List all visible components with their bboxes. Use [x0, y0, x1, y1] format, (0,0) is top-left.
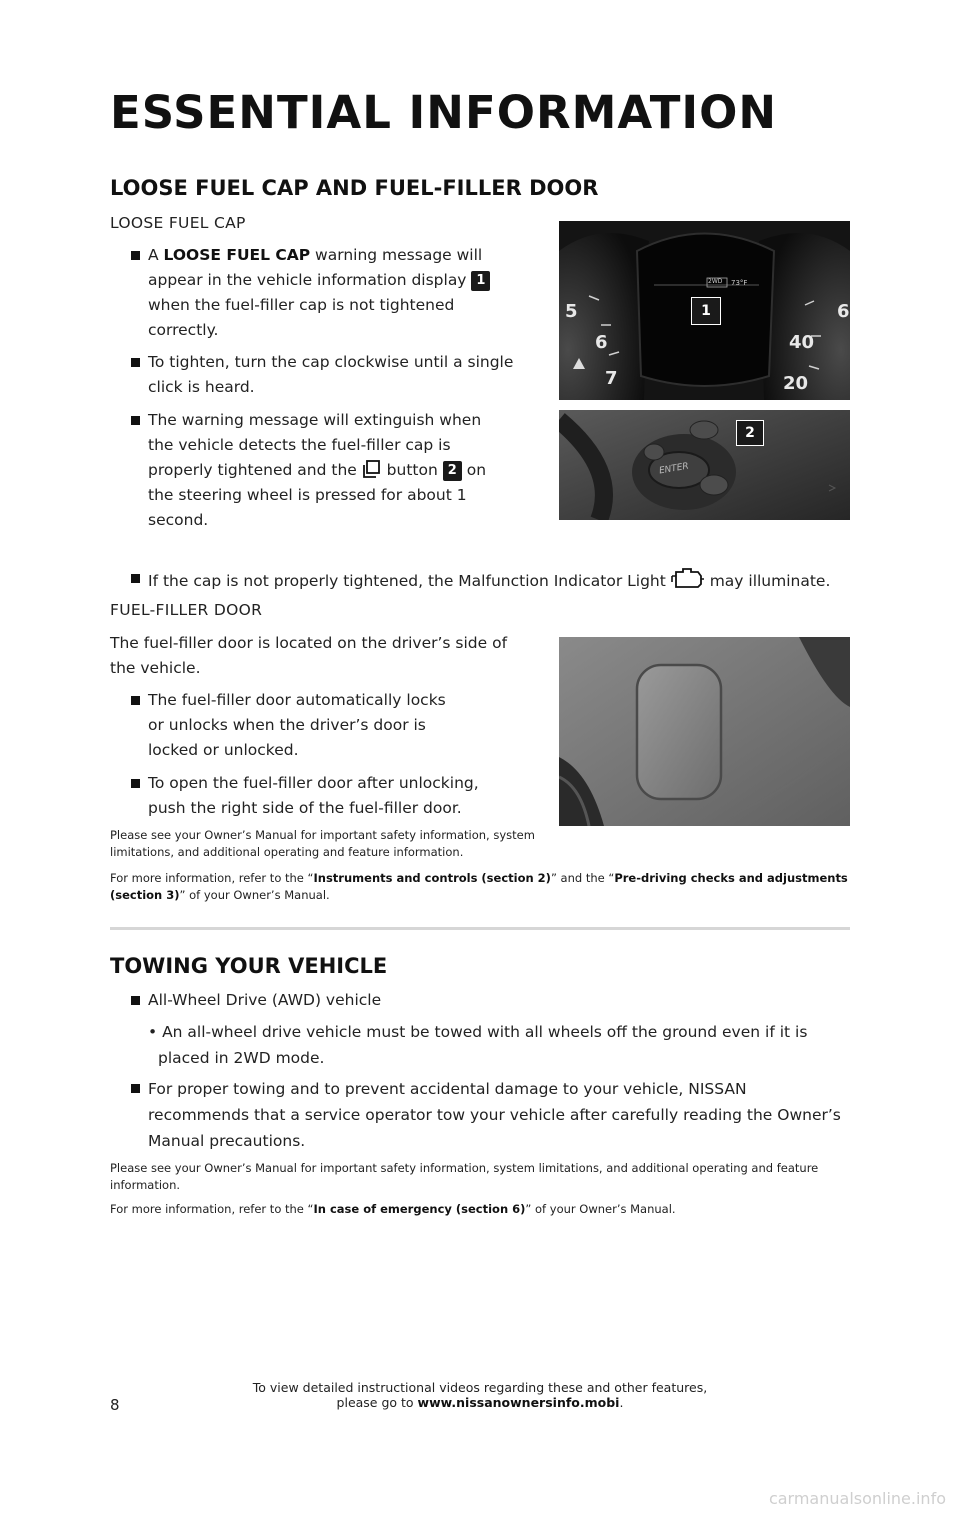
- awd-tow-instruction: • An all-wheel drive vehicle must be towed with all wheels off the ground even if it is placed in 2WD mode.: [148, 1023, 808, 1067]
- gauge-label: 7: [605, 368, 618, 389]
- bullet-door-auto-lock: The fuel-filler door automatically locks or unlocks when the driver’s door is locked or unlocked.: [131, 688, 451, 763]
- bullet-square-icon: [131, 358, 140, 367]
- fuel-door-intro: The fuel-filler door is located on the driver’s side of the vehicle.: [110, 634, 508, 677]
- bullet-square-icon: [131, 574, 140, 583]
- display-button-icon: [362, 459, 382, 479]
- bullet-proper-towing: For proper towing and to prevent accidental damage to your vehicle, NISSAN recommends that a service operator tow your vehicle after carefully reading the Owner’s Manual precautions.: [131, 1076, 849, 1154]
- bullet-loose-fuel-cap-message: A LOOSE FUEL CAP warning message will appear in the vehicle information display 1 when the fuel-filler cap is not tightened correctly.: [131, 243, 511, 343]
- bullet-open-door: To open the fuel-filler door after unlocking, push the right side of the fuel-filler door.: [131, 771, 521, 821]
- towing-safety-note: Please see your Owner’s Manual for important safety information, system limitations, and additional operating and feature information.: [110, 1161, 819, 1192]
- gauge-label: 6: [595, 332, 608, 353]
- cluster-gear-readout: 2WD: [708, 278, 723, 285]
- section-heading-towing: TOWING YOUR VEHICLE: [110, 954, 388, 978]
- bullet-square-icon: [131, 696, 140, 705]
- page-title: ESSENTIAL INFORMATION: [110, 86, 778, 139]
- footer-note: To view detailed instructional videos regarding these and other features, please go to www.nissanownersinfo.mobi.: [252, 1380, 708, 1410]
- section-divider: [110, 927, 850, 930]
- gauge-label: 5: [565, 301, 578, 322]
- fuel-filler-door-photo: [559, 637, 850, 826]
- section-heading-fuel-cap: LOOSE FUEL CAP AND FUEL-FILLER DOOR: [110, 176, 599, 200]
- gauge-label: 20: [783, 373, 809, 394]
- gauge-label: 40: [789, 332, 815, 353]
- page-number: 8: [110, 1396, 120, 1414]
- fuel-reference: For more information, refer to the “Instruments and controls (section 2)” and the “Pre-driving checks and adjustments (section 3)” of your Owner’s Manual.: [110, 871, 848, 902]
- bullet-square-icon: [131, 779, 140, 788]
- cluster-temp-readout: 73°F: [731, 279, 748, 287]
- callout-badge-2: 2: [443, 461, 462, 481]
- gauge-label: 6: [837, 301, 850, 322]
- bullet-square-icon: [131, 996, 140, 1005]
- bullet-square-icon: [131, 416, 140, 425]
- footer-website-link[interactable]: www.nissanownersinfo.mobi: [417, 1395, 620, 1410]
- bullet-square-icon: [131, 251, 140, 260]
- bullet-malfunction-light: If the cap is not properly tightened, the Malfunction Indicator Light may illuminate.: [131, 566, 851, 594]
- towing-reference: For more information, refer to the “In case of emergency (section 6)” of your Owner’s Manual.: [110, 1202, 676, 1216]
- malfunction-indicator-engine-icon: [671, 566, 705, 590]
- bullet-awd-vehicle: All-Wheel Drive (AWD) vehicle: [131, 988, 851, 1013]
- callout-1-label: 1: [691, 297, 721, 325]
- fuel-safety-note: Please see your Owner’s Manual for important safety information, system limitations, and additional operating and feature information.: [110, 828, 535, 859]
- callout-badge-1: 1: [471, 271, 490, 291]
- steering-wheel-controls-photo: [559, 410, 850, 520]
- watermark: carmanualsonline.info: [768, 1489, 946, 1508]
- bullet-square-icon: [131, 1084, 140, 1093]
- bullet-tighten-cap: To tighten, turn the cap clockwise until a single click is heard.: [131, 350, 521, 400]
- callout-2-label: 2: [736, 420, 764, 446]
- subheading-loose-fuel-cap: LOOSE FUEL CAP: [110, 214, 246, 232]
- instrument-cluster-photo: [559, 221, 850, 400]
- enter-button-label: ENTER: [658, 461, 690, 477]
- bullet-warning-extinguish: The warning message will extinguish when the vehicle detects the fuel-filler cap is properly tightened and the button 2 on the steering wheel is pressed for about 1 second.: [131, 408, 503, 533]
- subheading-fuel-filler-door: FUEL-FILLER DOOR: [110, 601, 263, 619]
